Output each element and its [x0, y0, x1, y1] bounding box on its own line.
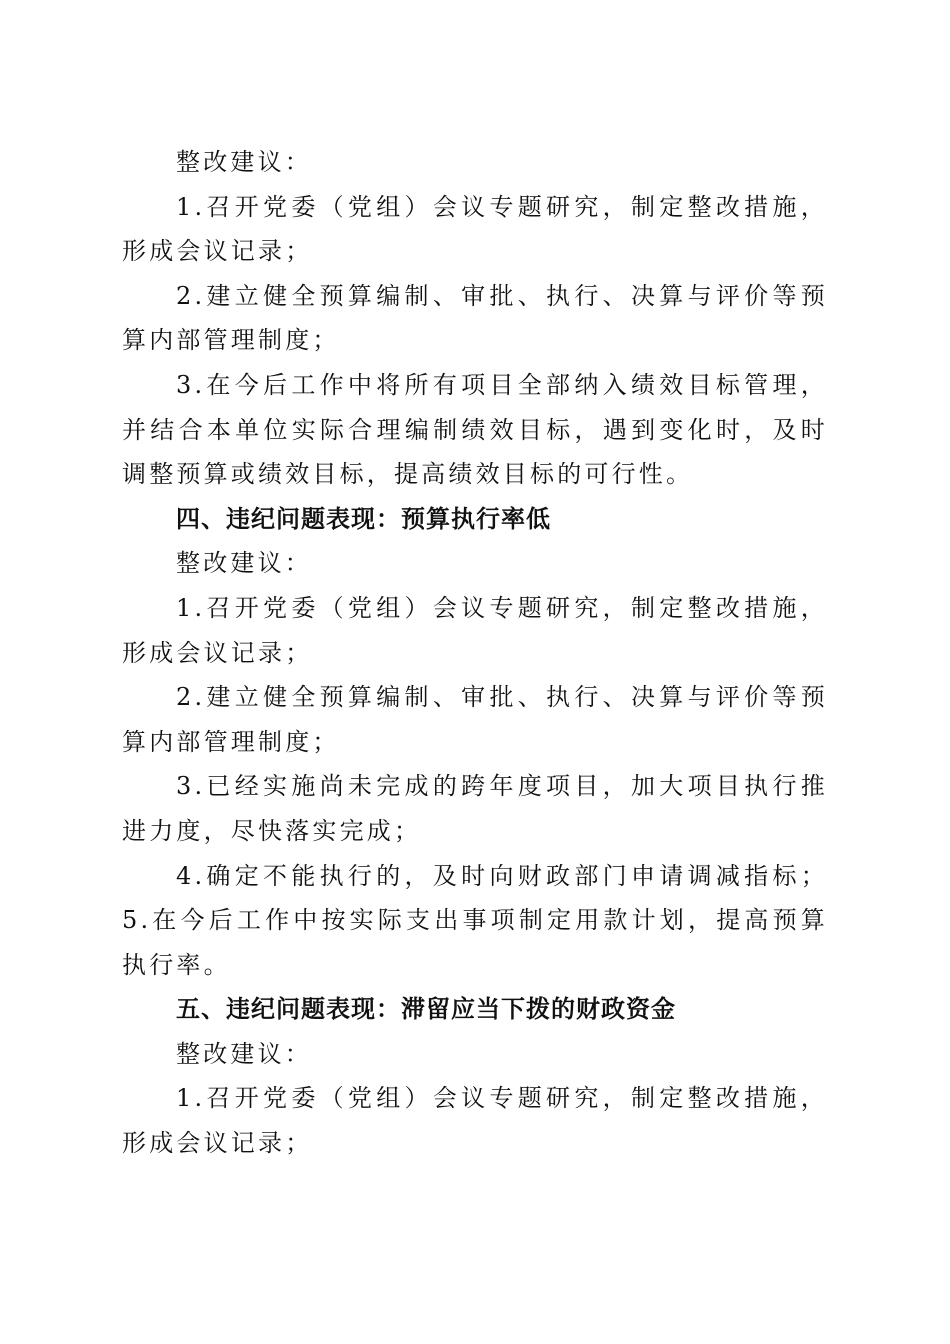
suggestion-item: 2.建立健全预算编制、审批、执行、决算与评价等预算内部管理制度； — [122, 281, 828, 355]
suggestion-item: 2.建立健全预算编制、审批、执行、决算与评价等预算内部管理制度； — [122, 683, 828, 756]
suggestion-item: 4.确定不能执行的，及时向财政部门申请调减指标；5.在今后工作中按实际支出事项制定用款计划，提高预算执行率。 — [122, 861, 828, 979]
document-body — [122, 140, 828, 1166]
suggestion-label: 整改建议： — [176, 549, 312, 578]
suggestion-item: 1.召开党委（党组）会议专题研究，制定整改措施，形成会议记录； — [122, 192, 828, 266]
suggestion-item: 1.召开党委（党组）会议专题研究，制定整改措施，形成会议记录； — [122, 1084, 828, 1158]
section-heading: 五、违纪问题表现：滞留应当下拨的财政资金 — [176, 995, 676, 1024]
suggestion-item: 3.在今后工作中将所有项目全部纳入绩效目标管理，并结合本单位实际合理编制绩效目标，遇到变化时，及时调整预算或绩效目标，提高绩效目标的可行性。 — [122, 370, 828, 489]
suggestion-label: 整改建议： — [176, 1039, 312, 1068]
suggestion-label: 整改建议： — [176, 148, 312, 176]
section-heading: 四、违纪问题表现：预算执行率低 — [176, 504, 551, 533]
suggestion-item: 1.召开党委（党组）会议专题研究，制定整改措施，形成会议记录； — [122, 593, 828, 667]
suggestion-item: 3.已经实施尚未完成的跨年度项目，加大项目执行推进力度，尽快落实完成； — [122, 772, 828, 845]
